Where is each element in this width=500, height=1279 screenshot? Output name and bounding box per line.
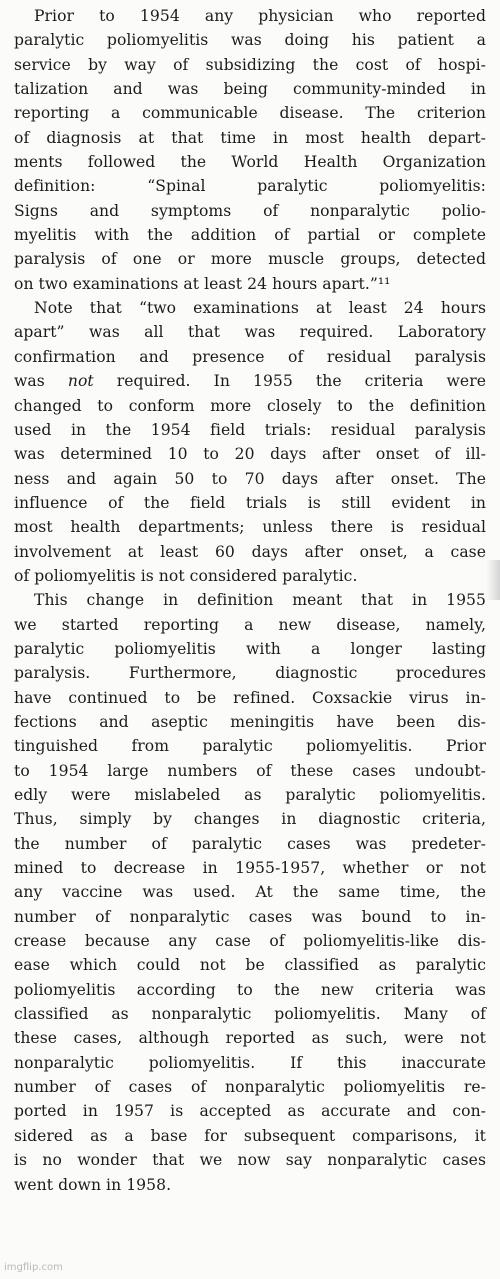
text-line: talization and was being community-minded in — [14, 80, 486, 99]
text-line: ness and again 50 to 70 days after onset. The — [14, 469, 486, 488]
text-line: paralysis of one or more muscle groups, detected — [14, 250, 486, 269]
text-line: to 1954 large numbers of these cases undoubt- — [14, 761, 486, 780]
text-line: went down in 1958. — [14, 1175, 172, 1194]
text-line: Thus, simply by changes in diagnostic criteria, — [14, 810, 486, 829]
text-line: most health departments; unless there is residual — [14, 518, 486, 537]
text-line: ments followed the World Health Organization — [14, 153, 486, 172]
paragraph-1 — [14, 4, 486, 296]
text-line: apart” was all that was required. Laboratory — [14, 323, 486, 342]
text-line: any vaccine was used. At the same time, the — [14, 883, 486, 902]
text-line: mined to decrease in 1955-1957, whether or not — [14, 859, 486, 878]
text-line: nonparalytic poliomyelitis. If this inaccurate — [14, 1053, 486, 1072]
text-line: used in the 1954 field trials: residual paralysis — [14, 420, 486, 439]
text-line: poliomyelitis according to the new criteria was — [14, 980, 486, 999]
text-line: tinguished from paralytic poliomyelitis. Prior — [14, 737, 486, 756]
text-line: myelitis with the addition of partial or complete — [14, 226, 486, 245]
text-line: involvement at least 60 days after onset, a case — [14, 542, 486, 561]
text-line: these cases, although reported as such, were not — [14, 1029, 486, 1048]
text-line: have continued to be refined. Coxsackie virus in- — [14, 688, 486, 707]
text-line: is no wonder that we now say nonparalytic cases — [14, 1151, 486, 1170]
text-line: was not required. In 1955 the criteria were — [14, 372, 486, 391]
text-line: sidered as a base for subsequent comparisons, it — [14, 1126, 486, 1145]
text-line: reporting a communicable disease. The criterion — [14, 104, 486, 123]
text-line: paralytic poliomyelitis with a longer lasting — [14, 639, 486, 658]
paragraph-2 — [14, 296, 486, 588]
text-line: influence of the field trials is still evident in — [14, 493, 486, 512]
text-line: Note that “two examinations at least 24 hours — [34, 299, 486, 318]
text-line: of poliomyelitis is not considered paralytic. — [14, 566, 358, 585]
article-text — [14, 4, 486, 1197]
text-line: ported in 1957 is accepted as accurate and con- — [14, 1102, 486, 1121]
text-line: definition: “Spinal paralytic poliomyelitis: — [14, 177, 486, 196]
text-line: paralytic poliomyelitis was doing his patient a — [14, 31, 486, 50]
scan-edge-shadow — [486, 560, 500, 600]
text-line: changed to conform more closely to the definition — [14, 396, 486, 415]
text-line: crease because any case of poliomyelitis-like dis- — [14, 932, 486, 951]
text-line: number of nonparalytic cases was bound to in- — [14, 907, 486, 926]
emphasis-not: not — [67, 372, 94, 391]
watermark: imgflip.com — [4, 1262, 63, 1273]
text-line: service by way of subsidizing the cost of hospi- — [14, 55, 486, 74]
text-line: number of cases of nonparalytic poliomyelitis re- — [14, 1078, 486, 1097]
text-line: edly were mislabeled as paralytic poliomyelitis. — [14, 786, 486, 804]
text-line: fections and aseptic meningitis have been dis- — [14, 712, 486, 731]
text-line: paralysis. Furthermore, diagnostic procedures — [14, 664, 486, 683]
text-line: the number of paralytic cases was predeter- — [14, 834, 486, 853]
text-line: ease which could not be classified as paralytic — [14, 956, 486, 975]
text-line: Signs and symptoms of nonparalytic polio- — [14, 201, 486, 220]
text-line: was determined 10 to 20 days after onset of ill- — [14, 445, 486, 464]
text-line: of diagnosis at that time in most health depart- — [14, 128, 486, 147]
text-line: classified as nonparalytic poliomyelitis. Many of — [14, 1005, 486, 1024]
text-line: on two examinations at least 24 hours apart.”¹¹ — [14, 274, 391, 293]
text-line: confirmation and presence of residual paralysis — [14, 347, 486, 366]
text-line: Prior to 1954 any physician who reported — [34, 7, 486, 25]
paragraph-3 — [14, 588, 486, 1197]
text-line: we started reporting a new disease, namely, — [14, 615, 486, 634]
text-line: This change in definition meant that in 1955 — [34, 591, 486, 610]
